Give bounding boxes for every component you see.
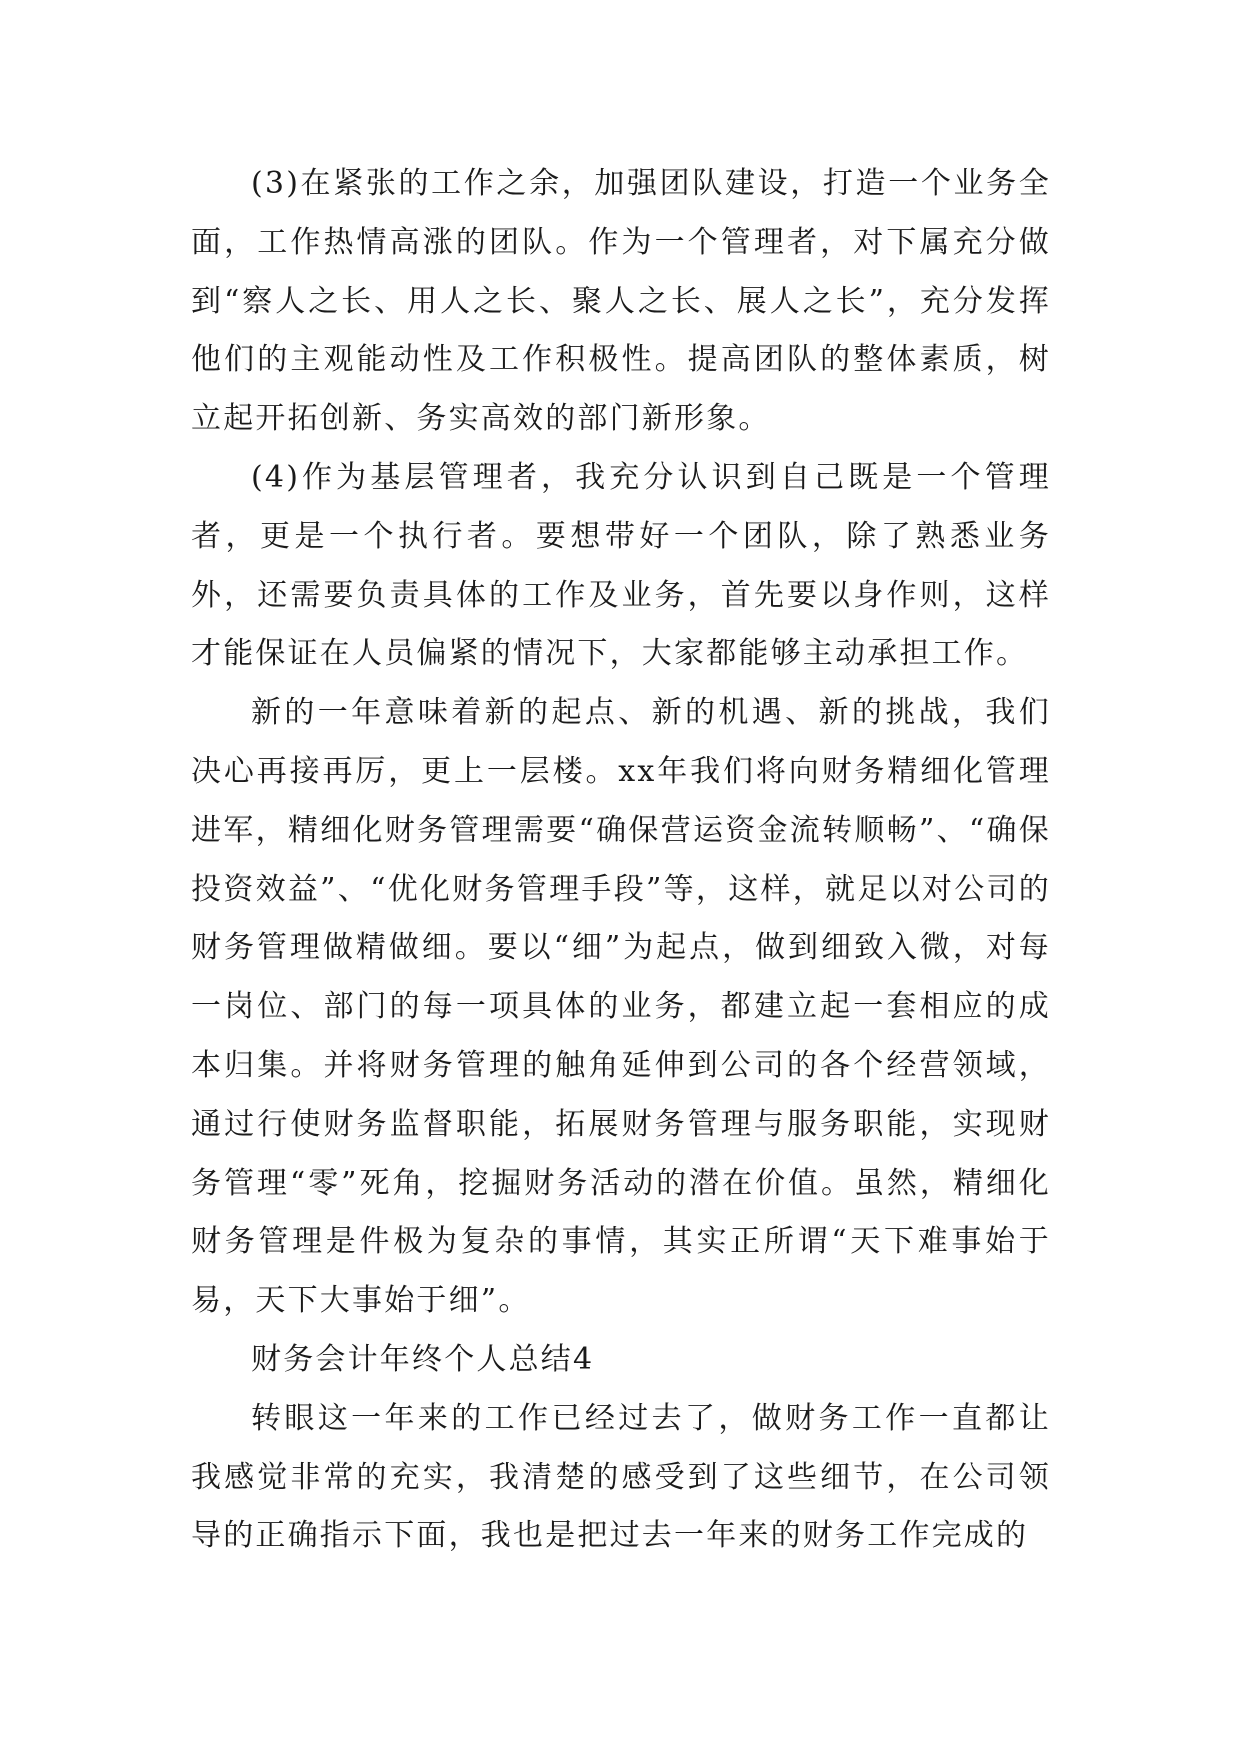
paragraph-summary-intro: 转眼这一年来的工作已经过去了，做财务工作一直都让我感觉非常的充实，我清楚的感受到了这些细节，在公司领导的正确指示下面，我也是把过去一年来的财务工作完成的 <box>191 1400 1051 1554</box>
paragraph-grassroots-manager: (4)作为基层管理者，我充分认识到自己既是一个管理者，更是一个执行者。要想带好一个团队，除了熟悉业务外，还需要负责具体的工作及业务，首先要以身作则，这样才能保证在人员偏紧的情况下，大家都能够主动承担工作。 <box>191 459 1051 672</box>
document-body <box>191 155 1051 1566</box>
paragraph-team-building: (3)在紧张的工作之余，加强团队建设，打造一个业务全面，工作热情高涨的团队。作为一个管理者，对下属充分做到“察人之长、用人之长、聚人之长、展人之长”，充分发挥他们的主观能动性及工作积极性。提高团队的整体素质，树立起开拓创新、务实高效的部门新形象。 <box>191 166 1051 437</box>
section-heading: 财务会计年终个人总结4 <box>251 1341 595 1377</box>
paragraph-new-year-plan: 新的一年意味着新的起点、新的机遇、新的挑战，我们决心再接再厉，更上一层楼。xx年我们将向财务精细化管理进军，精细化财务管理需要“确保营运资金流转顺畅”、“确保投资效益”、“优化财务管理手段”等，这样，就足以对公司的财务管理做精做细。要以“细”为起点，做到细致入微，对每一岗位、部门的每一项具体的业务，都建立起一套相应的成本归集。并将财务管理的触角延伸到公司的各个经营领域，通过行使财务监督职能，拓展财务管理与服务职能，实现财务管理“零”死角，挖掘财务活动的潜在价值。虽然，精细化财务管理是件极为复杂的事情，其实正所谓“天下难事始于易，天下大事始于细”。 <box>191 695 1051 1319</box>
